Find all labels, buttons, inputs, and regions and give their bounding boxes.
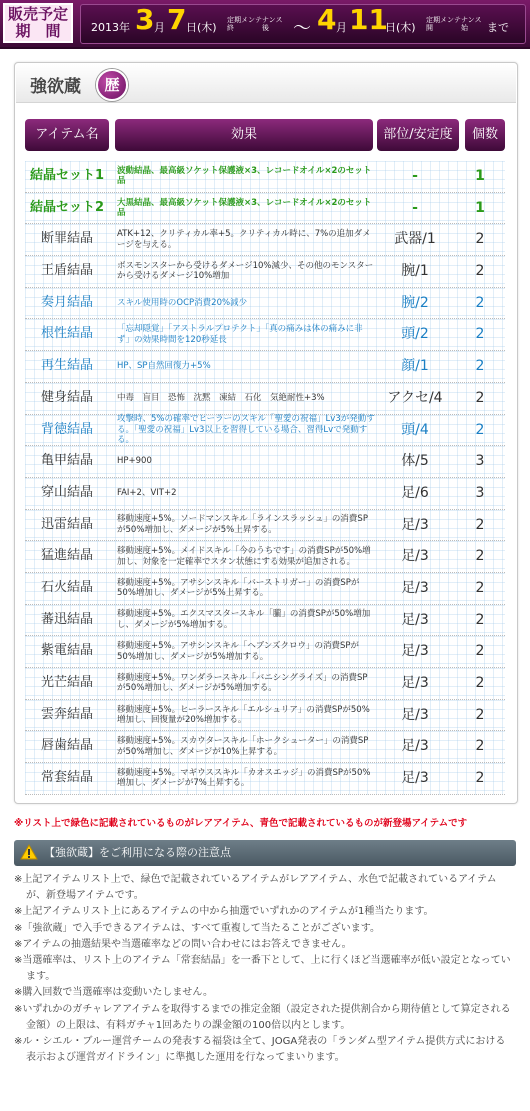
item-effect-text: 移動速度+5%。ソードマンスキル「ラインスラッシュ」の消費SPが50%増加し、ダメージが5%上昇する。 bbox=[117, 514, 368, 535]
item-effect-text: 攻撃時、5%の確率でヒーラーのスキル「聖愛の祝福」Lv3が発動する。「聖愛の祝福」Lv3以上を習得している場合、習得Lvで発動する。 bbox=[117, 414, 375, 446]
item-effect-text: スキル使用時のOCP消費20%減少 bbox=[117, 297, 248, 308]
table-row bbox=[25, 319, 505, 351]
item-name: 雲奔結晶 bbox=[40, 706, 93, 722]
item-effect bbox=[117, 193, 375, 224]
item-effect-text: FAI+2、VIT+2 bbox=[117, 487, 177, 498]
header-banner bbox=[0, 0, 530, 49]
item-effect bbox=[117, 319, 375, 350]
start-month: 3 bbox=[135, 3, 155, 36]
item-effect bbox=[117, 731, 375, 762]
notice-item: ※ル・シエル・ブルー運営チームの発表する福袋は全て、JOGA発表の「ランダム型アイテム提供方式における表示および運営ガイドライン」に準拠した運用を行なってまいります。 bbox=[14, 1036, 506, 1064]
item-table bbox=[25, 161, 505, 795]
table-row bbox=[25, 668, 505, 700]
item-name: 迅雷結晶 bbox=[40, 516, 93, 532]
start-month-unit: 月 bbox=[154, 21, 165, 34]
table-row bbox=[25, 541, 505, 573]
item-count: 2 bbox=[475, 643, 485, 660]
notice-item: ※いずれかのガチャレアアイテムを取得するまでの推定金額（設定された提供割合から期待値として算定される金額）の上限は、有料ガチャ1回あたりの課金額の100倍以内とします。 bbox=[14, 1003, 511, 1031]
item-effect bbox=[117, 478, 375, 509]
item-name: 穿山結晶 bbox=[40, 484, 93, 500]
table-row bbox=[25, 193, 505, 225]
item-position: アクセ/4 bbox=[387, 389, 443, 406]
start-weekday: (木) bbox=[197, 21, 217, 34]
item-position: 武器/1 bbox=[394, 231, 436, 248]
item-count: 2 bbox=[475, 706, 485, 723]
notice-item: ※上記アイテムリスト上にあるアイテムの中から抽選でいずれかのアイテムが1種当たります。 bbox=[14, 906, 434, 918]
item-effect bbox=[117, 351, 375, 382]
item-effect-text: ATK+12、クリティカル率+5。クリティカル時に、7%の追加ダメージを与える。 bbox=[117, 229, 371, 250]
table-row bbox=[25, 224, 505, 256]
history-badge: 歴 bbox=[96, 69, 128, 101]
item-name: 結晶セット2 bbox=[29, 199, 105, 215]
item-effect bbox=[117, 415, 375, 446]
item-effect-text: HP+900 bbox=[117, 456, 152, 467]
item-name: 光芒結晶 bbox=[40, 675, 93, 690]
item-name: 猛進結晶 bbox=[40, 548, 93, 564]
item-name: 結晶セット1 bbox=[29, 168, 105, 183]
table-row bbox=[25, 256, 505, 288]
item-effect-text: 移動速度+5%。スカウタースキル「ホークシューター」の消費SPが50%増加し、ダメージが10%上昇する。 bbox=[117, 736, 369, 757]
table-row bbox=[25, 415, 505, 447]
end-maint-line1: 定期メンテナンス bbox=[426, 16, 482, 24]
item-position: 足/3 bbox=[401, 770, 429, 787]
panel-title: 強欲蔵 bbox=[30, 77, 81, 97]
item-count: 2 bbox=[475, 231, 485, 248]
item-name: 紫電結晶 bbox=[40, 643, 93, 659]
end-day: 11 bbox=[349, 3, 388, 36]
start-maintenance bbox=[227, 16, 282, 32]
item-position: 足/3 bbox=[401, 706, 429, 723]
notice-item: ※購入回数で当選確率は変動いたしません。 bbox=[14, 987, 213, 999]
item-position: 腕/2 bbox=[401, 294, 429, 311]
item-position: - bbox=[412, 199, 418, 216]
sale-period-label bbox=[3, 3, 73, 43]
item-effect-text: 移動速度+5%。メイドスキル「今のうちです」の消費SPが50%増加し、対象を一定確率でスタン状態にする効果が追加される。 bbox=[117, 546, 371, 567]
item-effect bbox=[117, 573, 375, 604]
table-row bbox=[25, 573, 505, 605]
item-effect bbox=[117, 161, 375, 192]
item-position: 頭/2 bbox=[401, 326, 429, 343]
item-effect-text: 移動速度+5%。マギウススキル「カオスエッジ」の消費SPが50%増加し、ダメージが7%上昇する。 bbox=[117, 767, 371, 789]
item-effect bbox=[117, 256, 375, 287]
item-name: 蕃迅結晶 bbox=[40, 611, 93, 627]
item-effect bbox=[117, 636, 375, 667]
start-maint-line1: 定期メンテナンス bbox=[227, 16, 283, 24]
item-effect-text: 移動速度+5%。エクスマスタースキル「朧」の消費SPが50%増加し、ダメージが5%増加する。 bbox=[117, 609, 371, 630]
item-count: 2 bbox=[475, 611, 485, 628]
end-month: 4 bbox=[317, 3, 337, 36]
label-line1: 販売予定 bbox=[7, 5, 68, 23]
item-effect-text: ボスモンスターから受けるダメージ10%減少、その他のモンスターから受けるダメージ10%増加 bbox=[117, 260, 374, 282]
table-row bbox=[25, 763, 505, 795]
notice-item: ※「強欲蔵」で入手できるアイテムは、すべて重複して当たることがございます。 bbox=[14, 922, 380, 934]
th-count: 個数 bbox=[465, 119, 505, 151]
item-effect bbox=[117, 510, 375, 541]
th-effect: 効果 bbox=[115, 119, 373, 151]
end-day-unit: 日 bbox=[385, 21, 396, 34]
table-row bbox=[25, 383, 505, 415]
table-row bbox=[25, 351, 505, 383]
item-name: 健身結晶 bbox=[40, 389, 93, 405]
gacha-panel bbox=[14, 62, 518, 804]
item-count: 2 bbox=[475, 738, 485, 755]
item-effect-text: 中毒 盲目 恐怖 沈黙 凍結 石化 気絶耐性+3% bbox=[117, 392, 325, 403]
item-effect-text: 移動速度+5%。ヒーラースキル「エルシュリア」の消費SPが50%増加し、回復量が20%増加する。 bbox=[117, 704, 370, 726]
item-count: 1 bbox=[475, 168, 485, 184]
item-name: 根性結晶 bbox=[40, 326, 93, 342]
item-count: 3 bbox=[475, 453, 485, 470]
notice-title: 【強欲蔵】をご利用になる際の注意点 bbox=[44, 846, 231, 859]
item-effect-text: HP、SP自然回復力+5% bbox=[117, 361, 211, 372]
item-position: 足/3 bbox=[401, 643, 429, 660]
th-position: 部位/安定度 bbox=[377, 119, 459, 151]
item-position: 体/5 bbox=[401, 453, 429, 470]
item-name: 石火結晶 bbox=[40, 579, 93, 595]
item-name: 亀甲結晶 bbox=[40, 453, 93, 469]
item-position: 足/3 bbox=[401, 611, 429, 628]
start-day-unit: 日 bbox=[186, 21, 197, 34]
item-position: 足/3 bbox=[401, 738, 429, 755]
item-count: 2 bbox=[475, 579, 485, 596]
table-row bbox=[25, 510, 505, 542]
item-effect-text: 「忘却隠覚」「アストラルプロテクト」「真の痛みは体の痛みに非ず」の効果時間を120秒延長 bbox=[117, 324, 363, 345]
item-effect bbox=[117, 383, 375, 414]
item-name: 背徳結晶 bbox=[40, 421, 93, 437]
item-effect-text: 波動結晶、最高級ソケット保護液×3、レコードオイル×2のセット品 bbox=[117, 165, 372, 187]
item-position: - bbox=[412, 168, 418, 184]
end-weekday: (木) bbox=[396, 21, 416, 34]
notice-header bbox=[14, 840, 516, 866]
table-row bbox=[25, 288, 505, 320]
warning-icon bbox=[20, 844, 38, 860]
notice-list bbox=[14, 872, 514, 1066]
item-name: 唇歯結晶 bbox=[40, 738, 93, 754]
item-count: 3 bbox=[475, 484, 485, 501]
item-count: 2 bbox=[475, 675, 485, 691]
end-maintenance bbox=[426, 16, 481, 32]
label-line2: 期 間 bbox=[15, 22, 61, 40]
item-count: 2 bbox=[475, 389, 485, 406]
item-name: 再生結晶 bbox=[40, 358, 93, 374]
item-effect bbox=[117, 700, 375, 731]
item-position: 腕/1 bbox=[401, 263, 429, 280]
year-text: 2013年 bbox=[91, 21, 130, 34]
item-effect-text: 移動速度+5%。ワンダラースキル「バニシングライズ」の消費SPが50%増加し、ダメージが5%増加する。 bbox=[117, 672, 368, 694]
item-count: 2 bbox=[475, 326, 485, 343]
table-row bbox=[25, 636, 505, 668]
item-position: 顔/1 bbox=[401, 358, 429, 375]
notice-item: ※当選確率は、リスト上のアイテム「常套結晶」を一番下として、上に行くほど当選確率が低い設定となっています。 bbox=[14, 955, 511, 983]
item-effect bbox=[117, 224, 375, 255]
legend-note: ※リスト上で緑色に記載されているものがレアアイテム、青色で記載されているものが新登場アイテムです bbox=[14, 818, 468, 829]
tilde: ～ bbox=[293, 18, 311, 39]
item-effect bbox=[117, 605, 375, 636]
start-day: 7 bbox=[167, 3, 187, 36]
item-count: 1 bbox=[475, 199, 485, 216]
item-position: 足/6 bbox=[401, 484, 429, 501]
end-month-unit: 月 bbox=[336, 21, 347, 34]
table-row bbox=[25, 478, 505, 510]
item-position: 頭/4 bbox=[401, 421, 429, 438]
item-count: 2 bbox=[475, 548, 485, 565]
item-count: 2 bbox=[475, 421, 485, 438]
item-name: 常套結晶 bbox=[40, 770, 93, 786]
item-count: 2 bbox=[475, 516, 485, 533]
panel-title-bar bbox=[16, 64, 516, 103]
item-count: 2 bbox=[475, 358, 485, 375]
item-effect-text: 大黒結晶、最高級ソケット保護液×3、レコードオイル×2のセット品 bbox=[117, 197, 372, 219]
item-count: 2 bbox=[475, 263, 485, 280]
end-maint-line2: 開 始 bbox=[426, 24, 468, 32]
table-row bbox=[25, 700, 505, 732]
item-position: 足/3 bbox=[401, 548, 429, 565]
start-maint-line2: 終 後 bbox=[227, 24, 269, 32]
item-effect bbox=[117, 668, 375, 699]
th-item-name: アイテム名 bbox=[25, 119, 109, 151]
notice-item: ※上記アイテムリスト上で、緑色で記載されているアイテムがレアアイテム、水色で記載されているアイテムが、新登場アイテムです。 bbox=[14, 874, 497, 902]
item-effect-text: 移動速度+5%。アサシンスキル「バーストリガー」の消費SPが50%増加し、ダメージが5%上昇する。 bbox=[117, 577, 360, 599]
item-effect-text: 移動速度+5%。アサシンスキル「ヘブンズクロウ」の消費SPが50%増加し、ダメージが5%増加する。 bbox=[117, 641, 360, 662]
table-header bbox=[25, 119, 505, 151]
until-text: まで bbox=[487, 21, 509, 34]
item-effect bbox=[117, 763, 375, 794]
item-position: 足/3 bbox=[401, 516, 429, 533]
table-row bbox=[25, 731, 505, 763]
item-count: 2 bbox=[475, 770, 485, 787]
item-effect bbox=[117, 541, 375, 572]
notice-item: ※アイテムの抽選結果や当選確率などの問い合わせにはお答えできません。 bbox=[14, 938, 352, 950]
item-position: 足/3 bbox=[401, 675, 429, 691]
sale-period-box bbox=[80, 4, 526, 44]
item-name: 奏月結晶 bbox=[40, 294, 93, 310]
table-row bbox=[25, 161, 505, 193]
item-effect bbox=[117, 446, 375, 477]
item-count: 2 bbox=[475, 294, 485, 311]
item-name: 王盾結晶 bbox=[40, 263, 93, 279]
item-name: 断罪結晶 bbox=[40, 231, 93, 247]
item-position: 足/3 bbox=[401, 579, 429, 596]
table-row bbox=[25, 605, 505, 637]
table-row bbox=[25, 446, 505, 478]
item-effect bbox=[117, 288, 375, 319]
